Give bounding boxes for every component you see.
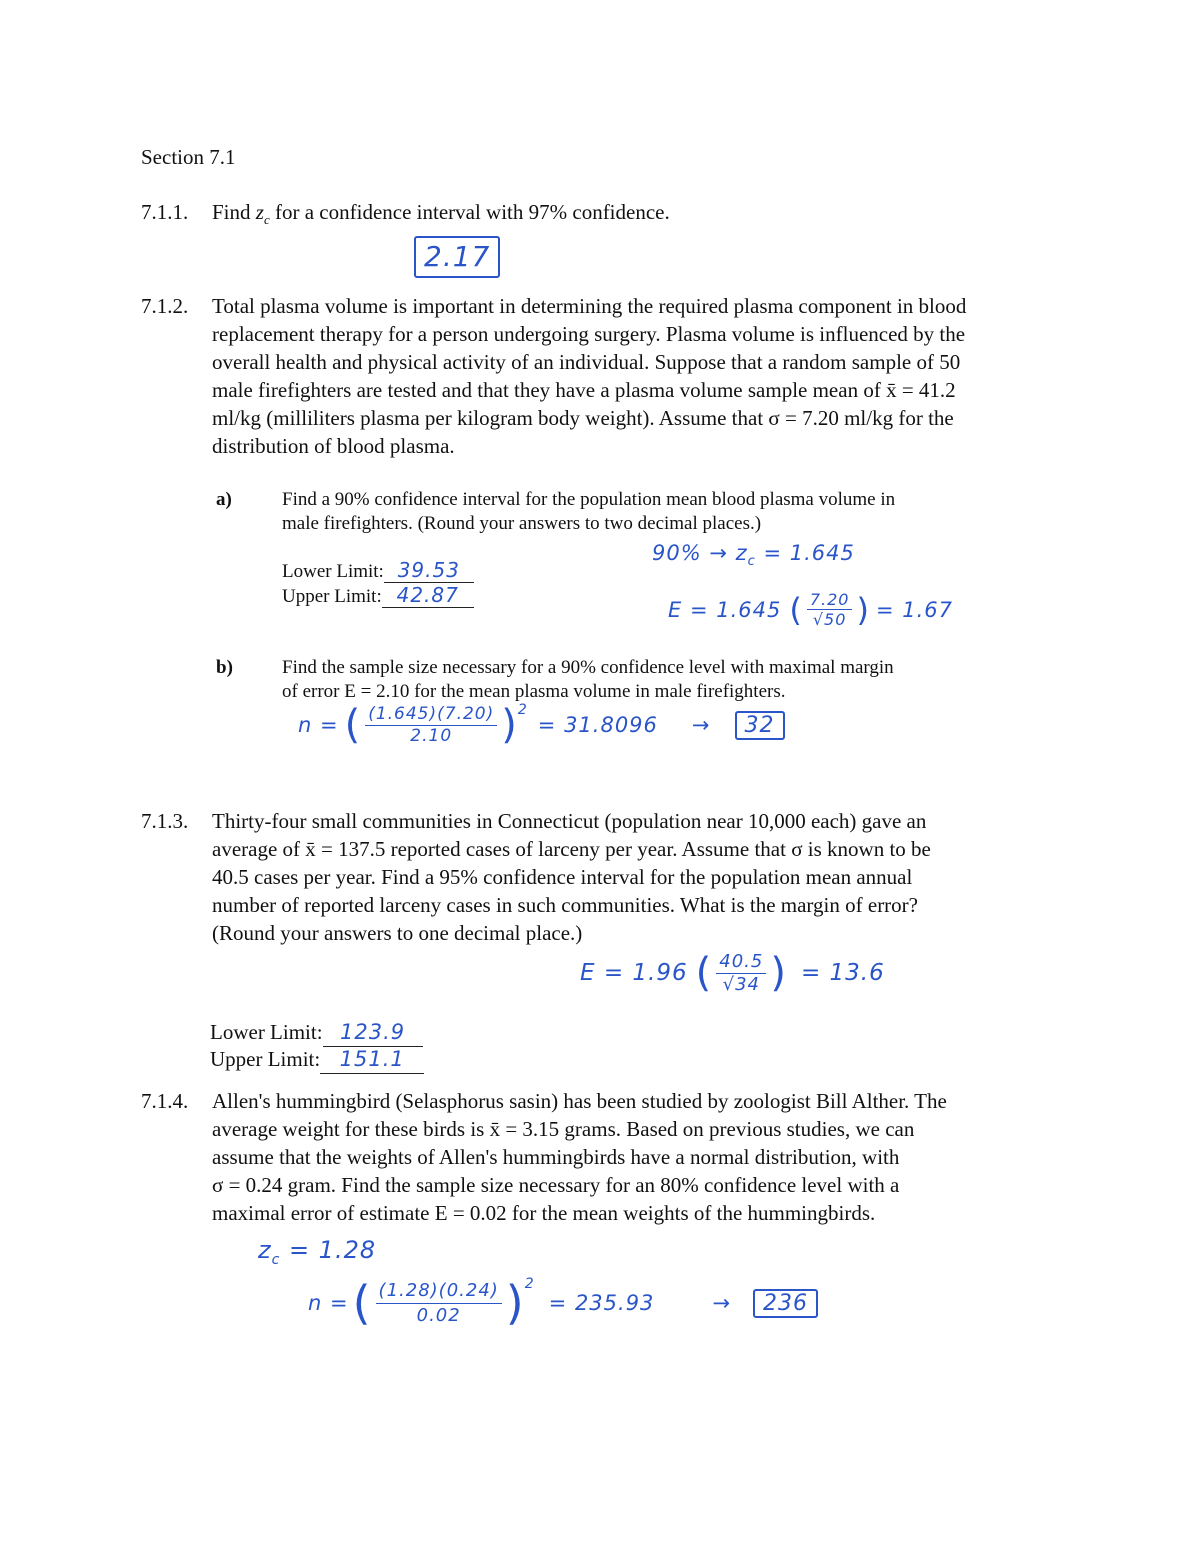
paren-right: ) [501,702,518,748]
problem-7-1-2-text [212,292,966,460]
fraction-numerator: (1.28)(0.24) [376,1279,502,1304]
work-text: z [258,1236,272,1264]
answer-7-1-4: 236 [753,1289,818,1318]
arrow-icon: → [712,1291,732,1315]
work-text: = 235.93 [548,1291,655,1315]
paragraph-line: male firefighters are tested and that they have a plasma volume sample mean of x̄ = 41.2 [212,378,956,402]
paragraph-line: Find the sample size necessary for a 90% confidence level with maximal margin [282,657,894,678]
zc-subscript: c [271,1251,281,1268]
work-a-zc [652,541,855,569]
p713-upper-limit [210,1045,424,1074]
paragraph-line: (Round your answers to one decimal place.) [212,921,583,945]
zc-subscript: c [263,212,270,228]
fraction-denominator: 0.02 [416,1304,461,1326]
part-b-label: b) [216,657,233,678]
work-text: = 13.6 [800,960,885,986]
problem-text-part: for a confidence interval with 97% confidence. [269,200,670,224]
paren-right: ) [505,1276,525,1330]
exponent: 2 [517,702,528,718]
work-a-margin [668,590,953,629]
zc-subscript: c [747,554,756,570]
upper-limit-label: Upper Limit: [282,586,382,607]
arrow-icon: → [691,713,711,737]
answer-7-1-2-b: 32 [735,711,785,740]
work-text: = 1.645 [755,541,855,565]
fraction-numerator: 7.20 [807,590,853,610]
problem-7-1-2-number: 7.1.2. [141,294,189,318]
paren-left: ( [695,950,713,996]
exponent: 2 [524,1276,535,1292]
part-a-upper-limit [282,583,474,609]
work-text: = 31.8096 [537,713,658,737]
fraction-numerator: 40.5 [716,951,766,974]
problem-7-1-4-text [212,1087,947,1227]
part-a-text [282,488,895,536]
work-7-1-4-zc [258,1236,376,1268]
paren-left: ( [789,590,803,629]
work-7-1-3-margin [580,950,885,996]
lower-limit-value: 39.53 [384,558,474,583]
fraction-numerator: (1.645)(7.20) [365,704,497,726]
upper-limit-label: Upper Limit: [210,1047,321,1071]
work-text: n = [308,1291,349,1315]
paragraph-line: σ = 0.24 gram. Find the sample size necessary for an 80% confidence level with a [212,1173,900,1197]
problem-7-1-3-number: 7.1.3. [141,809,189,833]
paragraph-line: average weight for these birds is x̄ = 3.15 grams. Based on previous studies, we can [212,1117,915,1141]
paragraph-line: Total plasma volume is important in determining the required plasma component in blood [212,294,967,318]
fraction [376,1279,502,1328]
paragraph-line: maximal error of estimate E = 0.02 for the mean weights of the hummingbirds. [212,1201,876,1225]
fraction [365,704,497,747]
fraction [807,590,853,629]
paragraph-line: average of x̄ = 137.5 reported cases of larceny per year. Assume that σ is known to be [212,837,931,861]
paren-left: ( [352,1276,372,1330]
p713-lower-limit [210,1018,423,1047]
lower-limit-value: 123.9 [323,1018,423,1047]
upper-limit-value: 151.1 [320,1045,424,1074]
part-a-lower-limit [282,558,474,584]
part-a-label: a) [216,489,232,510]
zc-symbol: z [255,200,264,224]
part-b-text [282,656,894,704]
fraction-denominator: 2.10 [410,725,453,746]
work-text: n = [298,713,339,737]
paragraph-line: Find a 90% confidence interval for the population mean blood plasma volume in [282,489,896,510]
lower-limit-label: Lower Limit: [282,561,384,582]
paragraph-line: male firefighters. (Round your answers to two decimal places.) [282,513,762,534]
paragraph-line: Allen's hummingbird (Selasphorus sasin) has been studied by zoologist Bill Alther. The [212,1089,947,1113]
answer-7-1-1: 2.17 [414,236,500,278]
paragraph-line: replacement therapy for a person undergoing surgery. Plasma volume is influenced by the [212,322,966,346]
lower-limit-label: Lower Limit: [210,1020,323,1044]
problem-7-1-3-text [212,807,931,947]
paragraph-line: Thirty-four small communities in Connecticut (population near 10,000 each) gave an [212,809,927,833]
work-text: E = 1.96 [580,960,688,986]
work-text: 90% → z [652,541,748,565]
fraction-denominator: √34 [722,973,760,995]
work-text: = 1.67 [875,597,953,622]
section-title: Section 7.1 [141,145,236,169]
paragraph-line: 40.5 cases per year. Find a 95% confidence interval for the population mean annual [212,865,913,889]
work-b-sample-size [298,702,785,748]
problem-7-1-4-number: 7.1.4. [141,1089,189,1113]
paragraph-line: assume that the weights of Allen's hummingbirds have a normal distribution, with [212,1145,900,1169]
paragraph-line: of error E = 2.10 for the mean plasma volume in male firefighters. [282,681,786,702]
paren-left: ( [344,702,362,748]
paragraph-line: distribution of blood plasma. [212,434,455,458]
paren-right: ) [770,950,787,996]
problem-text-part: Find [212,200,256,224]
paragraph-line: overall health and physical activity of an individual. Suppose that a random sample of 50 [212,350,961,374]
problem-7-1-1-text [212,198,670,234]
paragraph-line: number of reported larceny cases in such communities. What is the margin of error? [212,893,918,917]
paren-right: ) [856,590,870,629]
work-7-1-4-sample-size [308,1276,818,1330]
problem-7-1-1-number: 7.1.1. [141,200,189,224]
fraction-denominator: √50 [812,610,847,629]
fraction [716,951,766,996]
work-text: E = 1.645 [668,597,782,622]
paragraph-line: ml/kg (milliliters plasma per kilogram body weight). Assume that σ = 7.20 ml/kg for the [212,406,954,430]
upper-limit-value: 42.87 [382,583,474,608]
work-text: = 1.28 [280,1236,377,1264]
